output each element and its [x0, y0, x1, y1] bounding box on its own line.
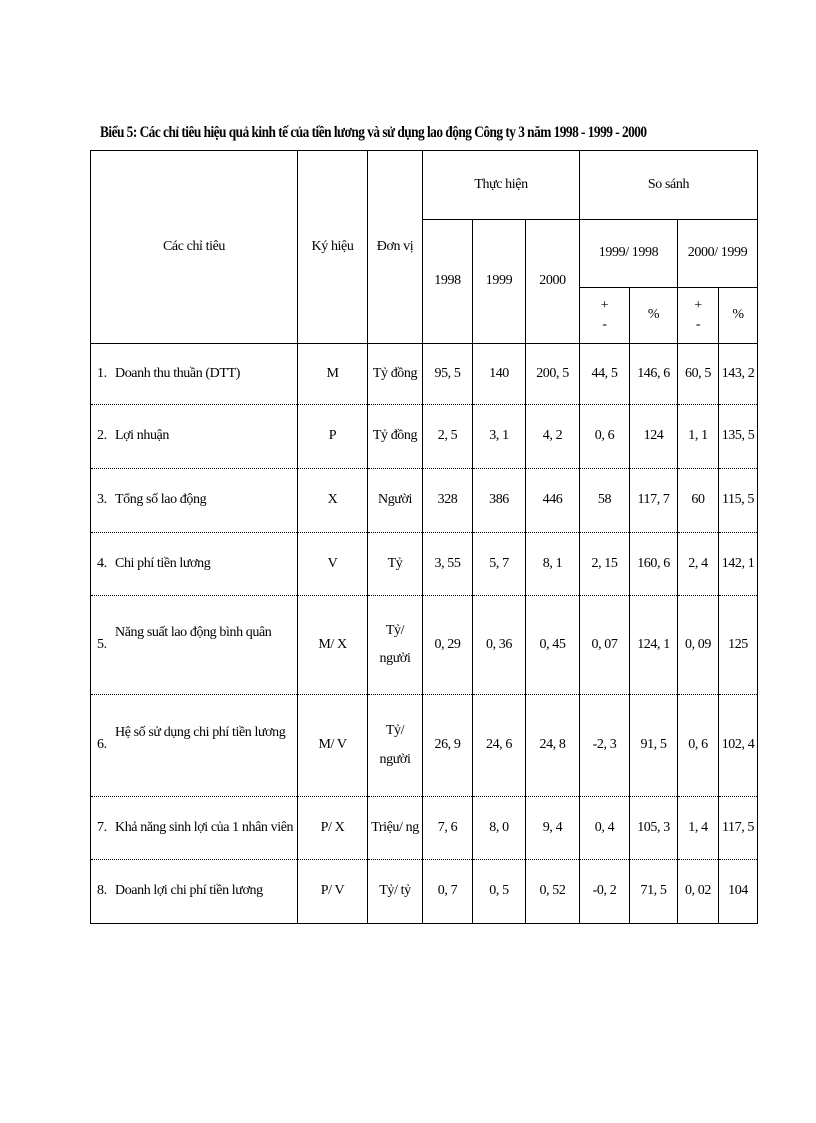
row-percent-2: 142, 1 — [719, 533, 758, 596]
row-name: 2. Lợi nhuận — [91, 405, 298, 469]
row-symbol: V — [298, 533, 368, 596]
row-diff-1: 44, 5 — [580, 344, 630, 405]
row-1998: 0, 29 — [423, 596, 473, 695]
row-diff-2: 60 — [678, 469, 719, 533]
row-diff-1: 2, 15 — [580, 533, 630, 596]
row-percent-1: 91, 5 — [630, 695, 678, 797]
header-actual: Thực hiện — [423, 151, 580, 220]
row-1999: 0, 5 — [473, 860, 526, 924]
document-title: Biểu 5: Các chỉ tiêu hiệu quả kinh tế của tiền lương và sử dụng lao động Công ty 3 năm 1998 - 1999 - 2000 — [100, 124, 647, 141]
row-diff-1: -2, 3 — [580, 695, 630, 797]
row-diff-2: 2, 4 — [678, 533, 719, 596]
row-symbol: M — [298, 344, 368, 405]
row-diff-1: 0, 07 — [580, 596, 630, 695]
row-2000: 200, 5 — [526, 344, 580, 405]
row-unit: Tỷ đồng — [368, 405, 423, 469]
table-row — [91, 344, 758, 405]
row-diff-1: -0, 2 — [580, 860, 630, 924]
row-unit: Tỷ/ tỷ — [368, 860, 423, 924]
row-name: 8. Doanh lợi chi phí tiền lương — [91, 860, 298, 924]
row-unit: Tỷ — [368, 533, 423, 596]
row-name: 6. Hệ số sử dụng chi phí tiền lương — [91, 695, 298, 797]
row-percent-2: 135, 5 — [719, 405, 758, 469]
row-symbol: P — [298, 405, 368, 469]
row-percent-2: 143, 2 — [719, 344, 758, 405]
header-compare-2000-1999: 2000/ 1999 — [678, 220, 758, 288]
row-percent-2: 104 — [719, 860, 758, 924]
row-1998: 3, 55 — [423, 533, 473, 596]
header-diff-2: + - — [678, 288, 719, 344]
row-unit: Tỷ/ người — [368, 596, 423, 695]
header-diff-1: + - — [580, 288, 630, 344]
row-name: 5. Năng suất lao động bình quân — [91, 596, 298, 695]
row-percent-2: 117, 5 — [719, 797, 758, 860]
row-2000: 24, 8 — [526, 695, 580, 797]
row-percent-1: 124, 1 — [630, 596, 678, 695]
header-symbol: Ký hiệu — [298, 151, 368, 344]
row-diff-2: 0, 09 — [678, 596, 719, 695]
row-1998: 95, 5 — [423, 344, 473, 405]
row-diff-2: 1, 4 — [678, 797, 719, 860]
table-row — [91, 469, 758, 533]
table-row — [91, 533, 758, 596]
row-name: 7. Khả năng sinh lợi của 1 nhân viên — [91, 797, 298, 860]
row-symbol: M/ X — [298, 596, 368, 695]
header-year-1999: 1999 — [473, 220, 526, 344]
row-1999: 24, 6 — [473, 695, 526, 797]
header-percent-1: % — [630, 288, 678, 344]
row-2000: 9, 4 — [526, 797, 580, 860]
row-symbol: P/ V — [298, 860, 368, 924]
row-percent-2: 102, 4 — [719, 695, 758, 797]
row-1999: 140 — [473, 344, 526, 405]
row-diff-1: 58 — [580, 469, 630, 533]
row-unit: Tỷ đồng — [368, 344, 423, 405]
row-1998: 2, 5 — [423, 405, 473, 469]
row-percent-1: 146, 6 — [630, 344, 678, 405]
row-diff-2: 1, 1 — [678, 405, 719, 469]
row-name: 3. Tổng số lao động — [91, 469, 298, 533]
table-row — [91, 797, 758, 860]
indicators-table — [90, 150, 758, 924]
row-name: 1. Doanh thu thuần (DTT) — [91, 344, 298, 405]
row-unit: Triệu/ ng — [368, 797, 423, 860]
row-1998: 26, 9 — [423, 695, 473, 797]
row-1999: 0, 36 — [473, 596, 526, 695]
row-1998: 328 — [423, 469, 473, 533]
header-year-2000: 2000 — [526, 220, 580, 344]
row-diff-1: 0, 4 — [580, 797, 630, 860]
table-row — [91, 596, 758, 695]
header-indicator: Các chỉ tiêu — [91, 151, 298, 344]
row-2000: 4, 2 — [526, 405, 580, 469]
row-diff-1: 0, 6 — [580, 405, 630, 469]
row-diff-2: 0, 6 — [678, 695, 719, 797]
row-1998: 7, 6 — [423, 797, 473, 860]
row-percent-1: 160, 6 — [630, 533, 678, 596]
table-row — [91, 860, 758, 924]
row-symbol: P/ X — [298, 797, 368, 860]
header-year-1998: 1998 — [423, 220, 473, 344]
row-diff-2: 0, 02 — [678, 860, 719, 924]
row-1999: 5, 7 — [473, 533, 526, 596]
row-diff-2: 60, 5 — [678, 344, 719, 405]
row-1999: 3, 1 — [473, 405, 526, 469]
table-row — [91, 695, 758, 797]
table-row — [91, 405, 758, 469]
row-symbol: M/ V — [298, 695, 368, 797]
row-2000: 0, 52 — [526, 860, 580, 924]
header-unit: Đơn vị — [368, 151, 423, 344]
row-1999: 386 — [473, 469, 526, 533]
row-percent-2: 125 — [719, 596, 758, 695]
header-compare: So sánh — [580, 151, 758, 220]
row-2000: 0, 45 — [526, 596, 580, 695]
row-unit: Tỷ/ người — [368, 695, 423, 797]
row-2000: 8, 1 — [526, 533, 580, 596]
row-percent-2: 115, 5 — [719, 469, 758, 533]
row-percent-1: 124 — [630, 405, 678, 469]
row-2000: 446 — [526, 469, 580, 533]
row-unit: Người — [368, 469, 423, 533]
row-1998: 0, 7 — [423, 860, 473, 924]
row-percent-1: 117, 7 — [630, 469, 678, 533]
row-symbol: X — [298, 469, 368, 533]
row-1999: 8, 0 — [473, 797, 526, 860]
row-percent-1: 105, 3 — [630, 797, 678, 860]
header-percent-2: % — [719, 288, 758, 344]
row-name: 4. Chi phí tiền lương — [91, 533, 298, 596]
header-compare-1999-1998: 1999/ 1998 — [580, 220, 678, 288]
row-percent-1: 71, 5 — [630, 860, 678, 924]
